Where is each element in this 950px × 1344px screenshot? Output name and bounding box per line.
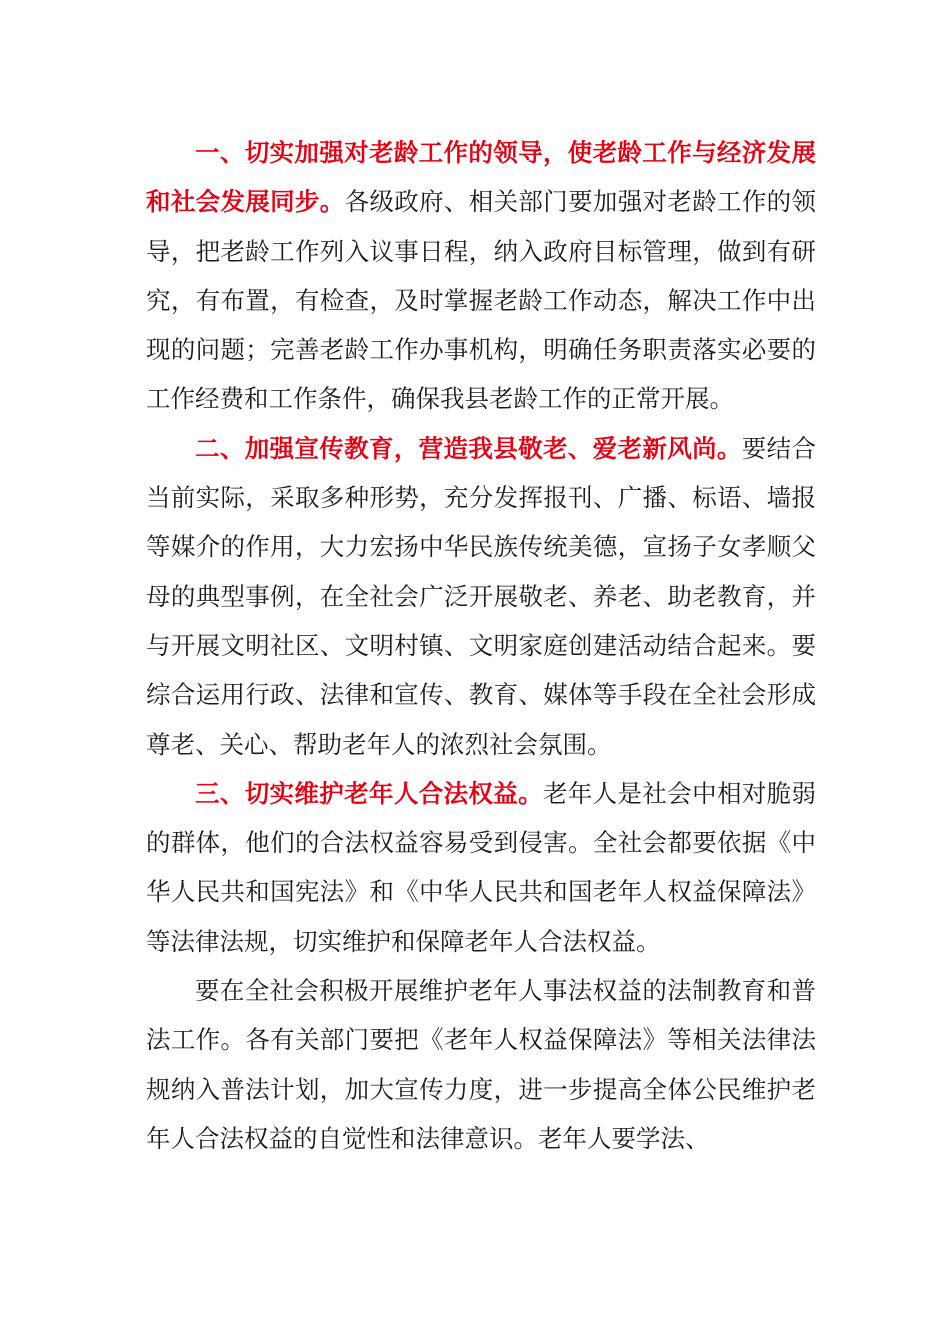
section-heading-2: 二、加强宣传教育，营造我县敬老、爱老新风尚。: [195, 433, 742, 463]
paragraph-publicity: [146, 424, 816, 769]
paragraph-text-3: 老年人是社会中相对脆弱的群体，他们的合法权益容易受到侵害。全社会都要依据《中华人民共和国宪法》和《中华人民共和国老年人权益保障法》等法律法规，切实维护和保障老年人合法权益。: [146, 778, 817, 956]
paragraph-legal-education: [146, 966, 816, 1163]
section-heading-1: 一、切实加强对老龄工作的领导，使老龄工作与经济发展和社会发展同步。: [146, 138, 816, 217]
document-body: [146, 128, 816, 1163]
paragraph-text-4: 要在全社会积极开展维护老年人事法权益的法制教育和普法工作。各有关部门要把《老年人权益保障法》等相关法律法规纳入普法计划，加大宣传力度，进一步提高全体公民维护老年人合法权益的自觉性和法律意识。老年人要学法、: [146, 976, 816, 1153]
paragraph-rights: [146, 769, 816, 966]
paragraph-text-2: 要结合当前实际，采取多种形势，充分发挥报刊、广播、标语、墙报等媒介的作用，大力宏扬中华民族传统美德，宣扬子女孝顺父母的典型事例，在全社会广泛开展敬老、养老、助老教育，并与开展文明社区、文明村镇、文明家庭创建活动结合起来。要综合运用行政、法律和宣传、教育、媒体等手段在全社会形成尊老、关心、帮助老年人的浓烈社会氛围。: [146, 433, 817, 759]
section-heading-3: 三、切实维护老年人合法权益。: [195, 778, 543, 808]
paragraph-leadership: [146, 128, 816, 424]
paragraph-text-1: 各级政府、相关部门要加强对老龄工作的领导，把老龄工作列入议事日程，纳入政府目标管理，做到有研究，有布置，有检查，及时掌握老龄工作动态，解决工作中出现的问题；完善老龄工作办事机构，明确任务职责落实必要的工作经费和工作条件，确保我县老龄工作的正常开展。: [146, 187, 817, 414]
